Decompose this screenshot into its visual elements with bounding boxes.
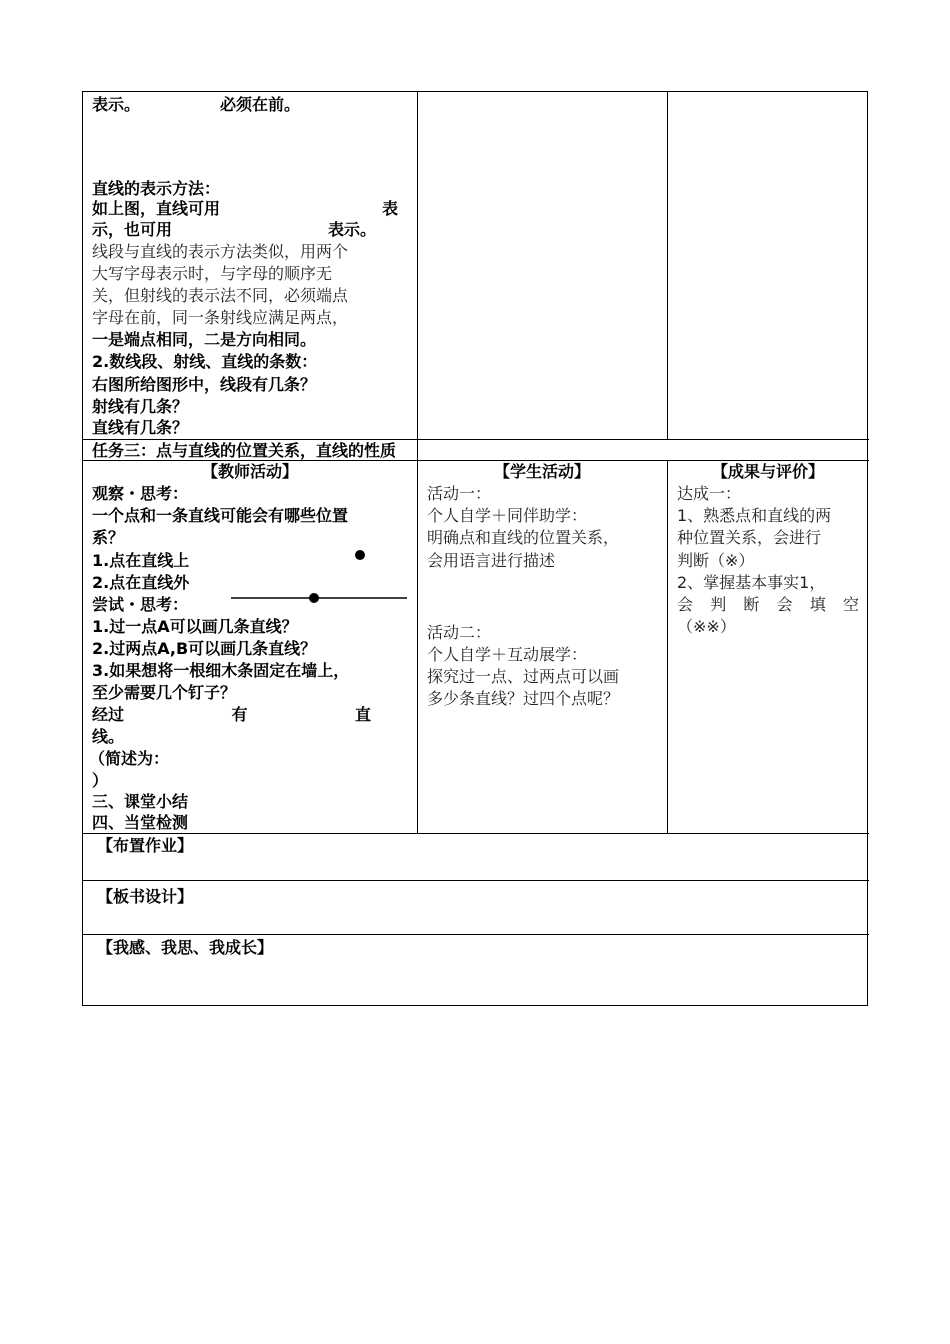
result-header: 【成果与评价】 xyxy=(711,462,824,481)
test-label: 四、当堂检测 xyxy=(92,813,189,832)
line-method-title: 直线的表示方法： xyxy=(92,179,221,198)
row-divider-homework xyxy=(83,833,869,834)
outside-point xyxy=(355,550,365,560)
must-first-text: 必须在前。 xyxy=(220,95,301,114)
question-1: 右图所给图形中，线段有几条？ xyxy=(92,375,317,394)
result-line-4: 2、掌握基本事实1， xyxy=(677,573,826,592)
activity2-line-2: 探究过一点、过两点可以画 xyxy=(427,667,620,686)
result-line-3: 判断（※） xyxy=(677,551,755,570)
goal-label: 达成一： xyxy=(677,484,742,503)
try-think-label: 尝试・思考： xyxy=(92,595,189,614)
fill-in-end: 线。 xyxy=(92,727,125,746)
result-line-1: 1、熟悉点和直线的两 xyxy=(677,506,832,525)
reflection-label: 【我感、我思、我成长】 xyxy=(97,938,274,957)
top-content-cell xyxy=(83,92,417,439)
repr-text: 表示。 xyxy=(92,95,141,114)
point-line-figure xyxy=(223,544,413,604)
on-line-point xyxy=(309,593,319,603)
position-question-2: 系？ xyxy=(92,528,125,547)
row-divider-board xyxy=(83,880,869,881)
try-question-1: 1.过一点A可以画几条直线？ xyxy=(92,617,298,636)
summary-label: 三、课堂小结 xyxy=(92,792,189,811)
task3-title: 任务三：点与直线的位置关系，直线的性质 xyxy=(92,441,397,460)
point-on-line: 1.点在直线上 xyxy=(92,551,190,570)
activity1-line-3: 会用语言进行描述 xyxy=(427,551,556,570)
board-design-label: 【板书设计】 xyxy=(97,887,194,906)
result-stars: （※※） xyxy=(677,617,736,636)
result-line-2: 种位置关系，会进行 xyxy=(677,528,822,547)
try-question-3a: 3.如果想将一根细木条固定在墙上， xyxy=(92,661,350,680)
result-line-5: 会 判 断 会 填 空 xyxy=(677,595,859,614)
line-also-end: 表示。 xyxy=(328,220,377,239)
activity2-line-1: 个人自学＋互动展学： xyxy=(427,645,588,664)
teacher-header: 【教师活动】 xyxy=(201,462,298,481)
fill-in-line: 经过 有 直 xyxy=(92,705,371,724)
try-question-3b: 至少需要几个钉子？ xyxy=(92,683,237,702)
activity1-line-2: 明确点和直线的位置关系， xyxy=(427,528,620,547)
lesson-plan-table xyxy=(82,91,868,1006)
student-header: 【学生活动】 xyxy=(493,462,590,481)
line-also: 示，也可用 xyxy=(92,220,173,239)
desc-line-4: 字母在前，同一条射线应满足两点， xyxy=(92,308,349,327)
brief-open: （简述为： xyxy=(89,749,170,768)
desc-line-1: 线段与直线的表示方法类似，用两个 xyxy=(92,242,349,261)
homework-label: 【布置作业】 xyxy=(97,836,194,855)
activity1-title: 活动一： xyxy=(427,484,492,503)
activity2-line-3: 多少条直线？过四个点呢？ xyxy=(427,689,620,708)
question-3: 直线有几条？ xyxy=(92,418,189,437)
line-as-above: 如上图，直线可用 表 xyxy=(92,199,398,218)
desc-line-2: 大写字母表示时，与字母的顺序无 xyxy=(92,264,333,283)
activity2-title: 活动二： xyxy=(427,623,492,642)
bold-line: 一是端点相同，二是方向相同。 xyxy=(92,330,317,349)
position-question-1: 一个点和一条直线可能会有哪些位置 xyxy=(92,506,349,525)
brief-close: ） xyxy=(92,771,109,790)
count-title: 2.数线段、射线、直线的条数： xyxy=(92,352,318,371)
observe-label: 观察・思考： xyxy=(92,484,189,503)
question-2: 射线有几条？ xyxy=(92,397,189,416)
point-off-line: 2.点在直线外 xyxy=(92,573,190,592)
row-divider-reflect xyxy=(83,934,869,935)
activity1-line-1: 个人自学＋同伴助学： xyxy=(427,506,588,525)
try-question-2: 2.过两点A,B可以画几条直线？ xyxy=(92,639,317,658)
desc-line-3: 关，但射线的表示法不同，必须端点 xyxy=(92,286,349,305)
